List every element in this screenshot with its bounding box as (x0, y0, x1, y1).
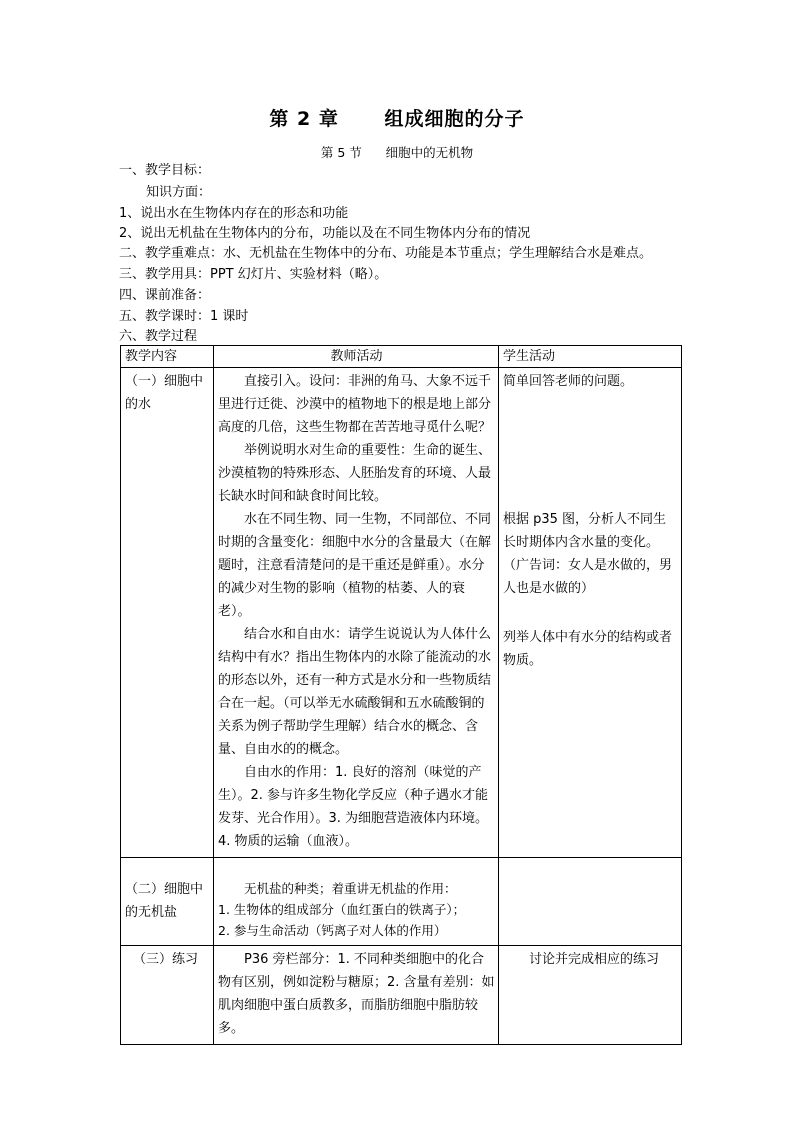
table-header-row (121, 346, 682, 368)
header-student: 学生活动 (499, 346, 682, 368)
row-teacher-exercise (214, 946, 499, 1045)
header-teacher: 教师活动 (214, 346, 499, 368)
class-prep: 四、课前准备： (119, 288, 211, 303)
row-content-salt: （二）细胞中的无机盐 (121, 858, 214, 946)
goal-item-2: 2、说出无机盐在生物体内的分布，功能以及在不同生物体内分布的情况 (119, 226, 531, 241)
teaching-process-table (120, 345, 682, 1045)
header-content: 教学内容 (121, 346, 214, 368)
goal-heading: 一、教学目标： (119, 163, 211, 178)
table-row (121, 946, 682, 1045)
teaching-tools: 三、教学用具：PPT 幻灯片、实验材料（略）。 (119, 267, 388, 282)
teacher-para: 无机盐的种类；着重讲无机盐的作用： (244, 881, 457, 896)
knowledge-heading: 知识方面： (146, 185, 212, 200)
teacher-para: 2. 参与生命活动（钙离子对人体的作用） (218, 923, 447, 938)
teacher-para: 水在不同生物、同一生物，不同部位、不同时期的含量变化：细胞中水分的含量最大（在解题时，注意看清楚问的是干重还是鲜重）。水分的减少对生物的影响（植物的枯萎、人的衰老）。 (218, 512, 492, 619)
row-content-exercise: （三）练习 (121, 946, 214, 1045)
student-para: 列举人体中有水分的结构或者物质。 (503, 630, 673, 668)
row-teacher-water (214, 368, 499, 858)
key-points: 二、教学重难点：水、无机盐在生物体中的分布、功能是本节重点；学生理解结合水是难点。 (119, 246, 653, 261)
row-content-water: （一）细胞中的水 (121, 368, 214, 858)
class-hours: 五、教学课时：1 课时 (119, 309, 249, 324)
teacher-para: 1. 生物体的组成部分（血红蛋白的铁离子）； (218, 902, 466, 917)
teacher-para: 举例说明水对生命的重要性：生命的诞生、沙漠植物的特殊形态、人胚胎发育的环境、人最长缺水时间和缺食时间比较。 (218, 443, 492, 504)
student-para: 讨论并完成相应的练习 (529, 952, 660, 967)
table-row (121, 368, 682, 858)
teacher-para: P36 旁栏部分：1. 不同种类细胞中的化合物有区别，例如淀粉与糖原；2. 含量有差别：如肌肉细胞中蛋白质教多，而脂肪细胞中脂肪较多。 (218, 952, 495, 1036)
student-para: 根据 p35 图，分析人不同生长时期体内含水量的变化。（广告词：女人是水做的，男人也是水做的） (503, 512, 673, 596)
row-student-salt (499, 858, 682, 946)
row-student-exercise (499, 946, 682, 1045)
teacher-para: 结合水和自由水：请学生说说认为人体什么结构中有水？指出生物体内的水除了能流动的水的形态以外，还有一种方式是水分和一些物质结合在一起。（可以举无水硫酸铜和五水硫酸铜的关系为例子帮助学生理解）结合水的概念、含量、自由水的的概念。 (218, 627, 492, 757)
student-para: 简单回答老师的问题。 (503, 374, 634, 389)
row-student-water (499, 368, 682, 858)
section-subtitle: 第 5 节 细胞中的无机物 (320, 145, 474, 160)
table-row (121, 858, 682, 946)
teacher-para: 自由水的作用：1. 良好的溶剂（味觉的产生）。2. 参与许多生物化学反应（种子遇水才能发芽、光合作用）。3. 为细胞营造液体内环境。4. 物质的运输（血液）。 (218, 765, 489, 849)
teacher-para: 直接引入。设问：非洲的角马、大象不远千里进行迁徙、沙漠中的植物地下的根是地上部分高度的几倍，这些生物都在苦苦地寻觅什么呢？ (218, 374, 492, 435)
row-teacher-salt (214, 858, 499, 946)
process-heading: 六、教学过程 (119, 329, 198, 344)
goal-item-1: 1、说出水在生物体内存在的形态和功能 (119, 206, 349, 221)
chapter-title: 第 2 章 组成细胞的分子 (269, 108, 525, 130)
